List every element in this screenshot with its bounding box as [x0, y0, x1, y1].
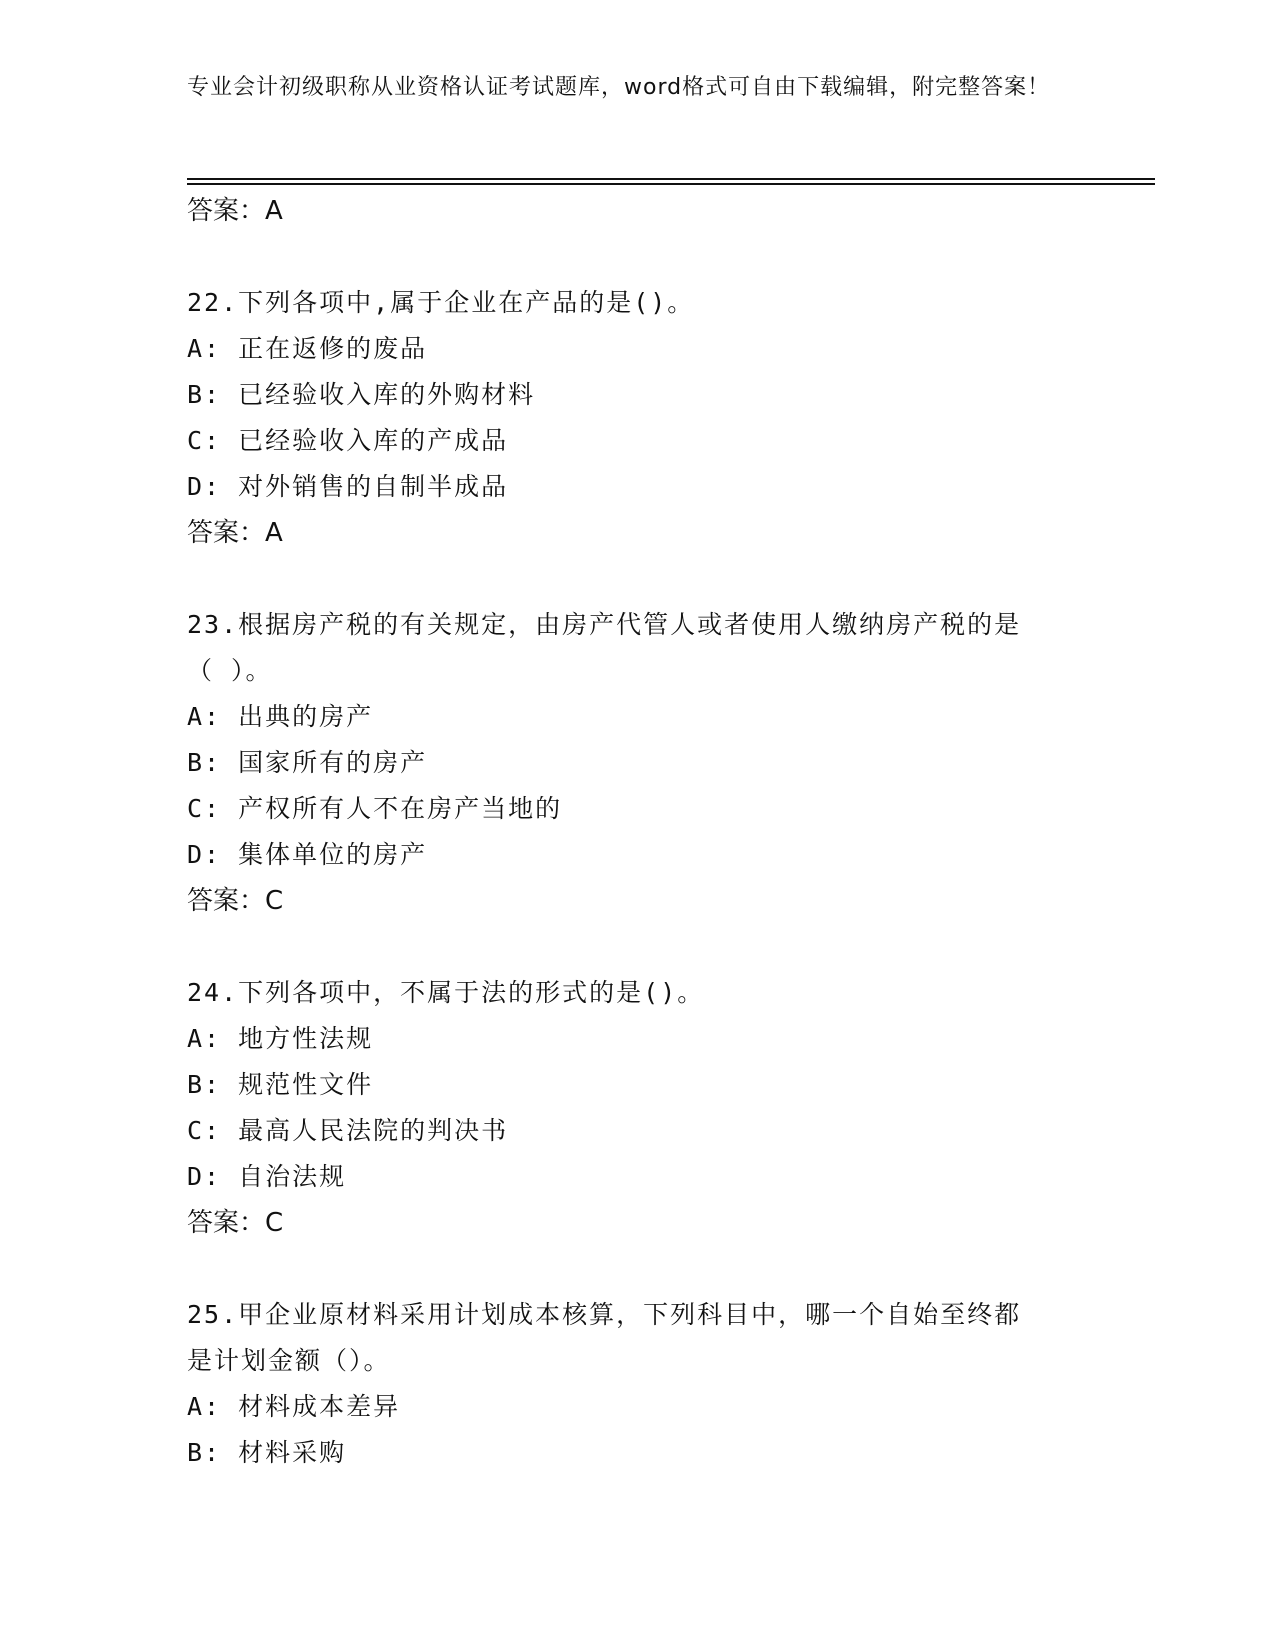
document-header: 专业会计初级职称从业资格认证考试题库，word格式可自由下载编辑，附完整答案！ [187, 75, 1051, 100]
question-23 [187, 602, 1087, 924]
option-b: B: 规范性文件 [187, 1070, 374, 1099]
answer-line: 答案：A [187, 518, 283, 548]
answer-line: 答案：C [187, 886, 284, 916]
question-text-continued: 是计划金额（）。 [187, 1346, 391, 1375]
question-text: 24.下列各项中，不属于法的形式的是()。 [187, 978, 705, 1007]
question-25 [187, 1292, 1087, 1476]
option-a: A: 地方性法规 [187, 1024, 374, 1053]
question-22 [187, 280, 1087, 556]
header-divider-top [187, 178, 1155, 180]
question-text: 22.下列各项中,属于企业在产品的是()。 [187, 288, 695, 317]
option-b: B: 材料采购 [187, 1438, 347, 1467]
option-d: D: 自治法规 [187, 1162, 347, 1191]
option-b: B: 国家所有的房产 [187, 748, 428, 777]
option-a: A: 材料成本差异 [187, 1392, 401, 1421]
header-divider-bottom [187, 183, 1155, 185]
option-c: C: 产权所有人不在房产当地的 [187, 794, 563, 823]
answer-line: 答案：C [187, 1208, 284, 1238]
option-a: A: 正在返修的废品 [187, 334, 428, 363]
question-text: 25.甲企业原材料采用计划成本核算，下列科目中，哪一个自始至终都 [187, 1300, 1022, 1329]
option-b: B: 已经验收入库的外购材料 [187, 380, 536, 409]
option-d: D: 集体单位的房产 [187, 840, 428, 869]
option-c: C: 已经验收入库的产成品 [187, 426, 509, 455]
question-text: 23.根据房产税的有关规定，由房产代管人或者使用人缴纳房产税的是 [187, 610, 1022, 639]
question-text-continued: （ ）。 [187, 656, 273, 685]
option-c: C: 最高人民法院的判决书 [187, 1116, 509, 1145]
option-d: D: 对外销售的自制半成品 [187, 472, 509, 501]
question-24 [187, 970, 1087, 1246]
option-a: A: 出典的房产 [187, 702, 374, 731]
document-body [187, 188, 1087, 1476]
answer-line: 答案：A [187, 196, 283, 226]
